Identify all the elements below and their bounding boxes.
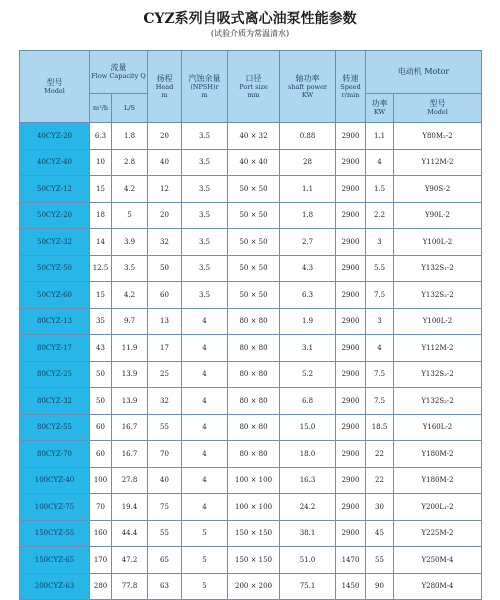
header-flow-ls: L/S: [112, 94, 148, 123]
cell-q2: 1.8: [112, 123, 148, 150]
table-row: [20, 308, 482, 335]
cell-motor: Y112M-2: [394, 149, 482, 176]
table-row: [20, 520, 482, 547]
cell-shaft: 24.2: [280, 494, 336, 521]
cell-npsh: 5: [182, 547, 228, 574]
cell-motor: Y132S₂-2: [394, 282, 482, 309]
cell-q2: 3.5: [112, 255, 148, 282]
cell-head: 40: [148, 149, 182, 176]
cell-speed: 2900: [336, 335, 366, 362]
cell-motor: Y80M₂-2: [394, 123, 482, 150]
cell-port: 200 × 200: [228, 573, 280, 600]
cell-q2: 3.9: [112, 229, 148, 256]
cell-npsh: 3.5: [182, 149, 228, 176]
cell-power: 3: [366, 308, 394, 335]
cell-motor: Y132S₂-2: [394, 361, 482, 388]
cell-port: 50 × 50: [228, 202, 280, 229]
cell-q1: 15: [90, 282, 112, 309]
table-row: [20, 335, 482, 362]
cell-speed: 2900: [336, 361, 366, 388]
cell-q2: 77.8: [112, 573, 148, 600]
cell-speed: 2900: [336, 123, 366, 150]
cell-power: 7.5: [366, 361, 394, 388]
cell-q1: 50: [90, 388, 112, 415]
cell-npsh: 3.5: [182, 176, 228, 203]
cell-shaft: 38.1: [280, 520, 336, 547]
table-row: [20, 547, 482, 574]
performance-table: [19, 50, 482, 600]
cell-motor: Y160L-2: [394, 414, 482, 441]
cell-model: 50CYZ-50: [20, 255, 90, 282]
cell-q2: 27.8: [112, 467, 148, 494]
cell-q2: 5: [112, 202, 148, 229]
cell-model: 40CYZ-20: [20, 123, 90, 150]
cell-q1: 70: [90, 494, 112, 521]
cell-speed: 2900: [336, 229, 366, 256]
cell-speed: 2900: [336, 467, 366, 494]
cell-q2: 9.7: [112, 308, 148, 335]
header-port: 口径 Port size mm: [228, 51, 280, 123]
header-flow-m3h: m³/h: [90, 94, 112, 123]
cell-model: 100CYZ-75: [20, 494, 90, 521]
cell-q2: 2.8: [112, 149, 148, 176]
cell-q1: 100: [90, 467, 112, 494]
header-npsh: 汽蚀余量 (NPSH)r m: [182, 51, 228, 123]
table-row: [20, 255, 482, 282]
cell-head: 70: [148, 441, 182, 468]
cell-npsh: 4: [182, 467, 228, 494]
cell-model: 50CYZ-32: [20, 229, 90, 256]
cell-model: 40CYZ-40: [20, 149, 90, 176]
cell-power: 90: [366, 573, 394, 600]
cell-q1: 15: [90, 176, 112, 203]
cell-q1: 35: [90, 308, 112, 335]
cell-q2: 4.2: [112, 176, 148, 203]
cell-npsh: 3.5: [182, 255, 228, 282]
cell-q2: 16.7: [112, 414, 148, 441]
cell-speed: 2900: [336, 282, 366, 309]
cell-q2: 13.9: [112, 388, 148, 415]
header-shaft-power: 轴功率 shaft power KW: [280, 51, 336, 123]
cell-speed: 2900: [336, 414, 366, 441]
cell-port: 150 × 150: [228, 547, 280, 574]
cell-power: 7.5: [366, 388, 394, 415]
cell-power: 1.5: [366, 176, 394, 203]
table-row: [20, 388, 482, 415]
cell-power: 3: [366, 229, 394, 256]
cell-port: 80 × 80: [228, 388, 280, 415]
cell-speed: 2900: [336, 308, 366, 335]
cell-model: 150CYZ-65: [20, 547, 90, 574]
table-row: [20, 229, 482, 256]
cell-head: 17: [148, 335, 182, 362]
cell-npsh: 4: [182, 335, 228, 362]
cell-port: 80 × 80: [228, 308, 280, 335]
cell-npsh: 3.5: [182, 202, 228, 229]
cell-shaft: 16.3: [280, 467, 336, 494]
cell-shaft: 28: [280, 149, 336, 176]
cell-head: 25: [148, 361, 182, 388]
cell-power: 4: [366, 149, 394, 176]
table-row: [20, 573, 482, 600]
cell-head: 20: [148, 123, 182, 150]
cell-speed: 1470: [336, 547, 366, 574]
cell-q1: 170: [90, 547, 112, 574]
cell-model: 80CYZ-13: [20, 308, 90, 335]
cell-motor: Y90L-2: [394, 202, 482, 229]
cell-speed: 2900: [336, 441, 366, 468]
cell-motor: Y280M-4: [394, 573, 482, 600]
header-motor-power: 功率 KW: [366, 94, 394, 123]
cell-shaft: 51.0: [280, 547, 336, 574]
cell-model: 80CYZ-55: [20, 414, 90, 441]
cell-power: 4: [366, 335, 394, 362]
cell-head: 32: [148, 388, 182, 415]
cell-q2: 13.9: [112, 361, 148, 388]
cell-power: 18.5: [366, 414, 394, 441]
cell-head: 40: [148, 467, 182, 494]
header-flow: 流量 Flow Capacity Q: [90, 51, 148, 94]
cell-q1: 18: [90, 202, 112, 229]
cell-port: 50 × 50: [228, 255, 280, 282]
cell-port: 150 × 150: [228, 520, 280, 547]
cell-model: 150CYZ-55: [20, 520, 90, 547]
cell-shaft: 18.0: [280, 441, 336, 468]
cell-q1: 60: [90, 414, 112, 441]
table-row: [20, 441, 482, 468]
cell-npsh: 5: [182, 573, 228, 600]
cell-q1: 43: [90, 335, 112, 362]
cell-head: 20: [148, 202, 182, 229]
cell-power: 7.5: [366, 282, 394, 309]
table-row: [20, 202, 482, 229]
cell-npsh: 4: [182, 308, 228, 335]
cell-port: 40 × 40: [228, 149, 280, 176]
cell-port: 100 × 100: [228, 494, 280, 521]
cell-motor: Y225M-2: [394, 520, 482, 547]
cell-power: 45: [366, 520, 394, 547]
cell-power: 2.2: [366, 202, 394, 229]
cell-power: 22: [366, 441, 394, 468]
cell-npsh: 4: [182, 414, 228, 441]
cell-port: 80 × 80: [228, 414, 280, 441]
cell-port: 50 × 50: [228, 282, 280, 309]
cell-npsh: 4: [182, 388, 228, 415]
table-row: [20, 282, 482, 309]
cell-q1: 160: [90, 520, 112, 547]
cell-model: 80CYZ-25: [20, 361, 90, 388]
cell-head: 65: [148, 547, 182, 574]
cell-shaft: 1.8: [280, 202, 336, 229]
cell-shaft: 75.1: [280, 573, 336, 600]
cell-q1: 50: [90, 361, 112, 388]
cell-model: 200CYZ-63: [20, 573, 90, 600]
cell-npsh: 4: [182, 441, 228, 468]
header-model: 型号 Model: [20, 51, 90, 123]
cell-head: 32: [148, 229, 182, 256]
cell-speed: 2900: [336, 388, 366, 415]
cell-speed: 1450: [336, 573, 366, 600]
page-title: CYZ系列自吸式离心油泵性能参数: [143, 11, 357, 27]
cell-power: 55: [366, 547, 394, 574]
page-subtitle: (试验介质为常温清水): [210, 29, 290, 38]
cell-shaft: 0.88: [280, 123, 336, 150]
cell-q1: 10: [90, 149, 112, 176]
table-row: [20, 123, 482, 150]
cell-port: 50 × 50: [228, 229, 280, 256]
table-row: [20, 494, 482, 521]
cell-npsh: 5: [182, 520, 228, 547]
cell-port: 40 × 32: [228, 123, 280, 150]
cell-npsh: 3.5: [182, 229, 228, 256]
cell-head: 50: [148, 255, 182, 282]
cell-motor: Y100L-2: [394, 308, 482, 335]
cell-shaft: 5.2: [280, 361, 336, 388]
header-speed: 转速 Speed r/min: [336, 51, 366, 123]
cell-npsh: 4: [182, 494, 228, 521]
cell-motor: Y132S₂-2: [394, 388, 482, 415]
cell-motor: Y112M-2: [394, 335, 482, 362]
cell-model: 80CYZ-17: [20, 335, 90, 362]
cell-model: 80CYZ-32: [20, 388, 90, 415]
table-row: [20, 361, 482, 388]
header-head: 扬程 Head m: [148, 51, 182, 123]
cell-power: 1.1: [366, 123, 394, 150]
cell-head: 55: [148, 520, 182, 547]
cell-speed: 2900: [336, 176, 366, 203]
cell-q2: 16.7: [112, 441, 148, 468]
header-motor-model: 型号 Model: [394, 94, 482, 123]
cell-port: 80 × 80: [228, 361, 280, 388]
cell-q1: 280: [90, 573, 112, 600]
cell-power: 5.5: [366, 255, 394, 282]
cell-shaft: 2.7: [280, 229, 336, 256]
cell-model: 80CYZ-70: [20, 441, 90, 468]
cell-shaft: 15.0: [280, 414, 336, 441]
cell-head: 55: [148, 414, 182, 441]
cell-q1: 14: [90, 229, 112, 256]
cell-head: 60: [148, 282, 182, 309]
cell-q2: 4.2: [112, 282, 148, 309]
table-body: [20, 123, 482, 600]
cell-speed: 2900: [336, 494, 366, 521]
cell-motor: Y100L-2: [394, 229, 482, 256]
cell-head: 63: [148, 573, 182, 600]
cell-speed: 2900: [336, 520, 366, 547]
cell-q2: 11.9: [112, 335, 148, 362]
cell-model: 50CYZ-12: [20, 176, 90, 203]
cell-model: 100CYZ-40: [20, 467, 90, 494]
cell-npsh: 3.5: [182, 282, 228, 309]
cell-motor: Y200L₁-2: [394, 494, 482, 521]
header-motor: 电动机 Motor: [366, 51, 482, 94]
cell-model: 50CYZ-20: [20, 202, 90, 229]
cell-shaft: 6.3: [280, 282, 336, 309]
cell-speed: 2900: [336, 202, 366, 229]
cell-shaft: 3.1: [280, 335, 336, 362]
cell-npsh: 4: [182, 361, 228, 388]
cell-npsh: 3.5: [182, 123, 228, 150]
cell-speed: 2900: [336, 255, 366, 282]
table-row: [20, 414, 482, 441]
cell-port: 50 × 50: [228, 176, 280, 203]
cell-head: 75: [148, 494, 182, 521]
cell-port: 80 × 80: [228, 335, 280, 362]
cell-q2: 47.2: [112, 547, 148, 574]
cell-q1: 60: [90, 441, 112, 468]
table-row: [20, 149, 482, 176]
cell-head: 13: [148, 308, 182, 335]
cell-speed: 2900: [336, 149, 366, 176]
cell-port: 80 × 80: [228, 441, 280, 468]
table-row: [20, 467, 482, 494]
cell-model: 50CYZ-60: [20, 282, 90, 309]
cell-q1: 6.3: [90, 123, 112, 150]
cell-motor: Y180M-2: [394, 467, 482, 494]
cell-power: 30: [366, 494, 394, 521]
cell-shaft: 1.1: [280, 176, 336, 203]
cell-motor: Y132S₁-2: [394, 255, 482, 282]
cell-motor: Y180M-2: [394, 441, 482, 468]
cell-port: 100 × 100: [228, 467, 280, 494]
cell-head: 12: [148, 176, 182, 203]
cell-q2: 19.4: [112, 494, 148, 521]
cell-q2: 44.4: [112, 520, 148, 547]
table-row: [20, 176, 482, 203]
cell-motor: Y250M-4: [394, 547, 482, 574]
cell-q1: 12.5: [90, 255, 112, 282]
cell-shaft: 6.8: [280, 388, 336, 415]
cell-shaft: 1.9: [280, 308, 336, 335]
cell-shaft: 4.3: [280, 255, 336, 282]
cell-motor: Y90S-2: [394, 176, 482, 203]
cell-power: 22: [366, 467, 394, 494]
